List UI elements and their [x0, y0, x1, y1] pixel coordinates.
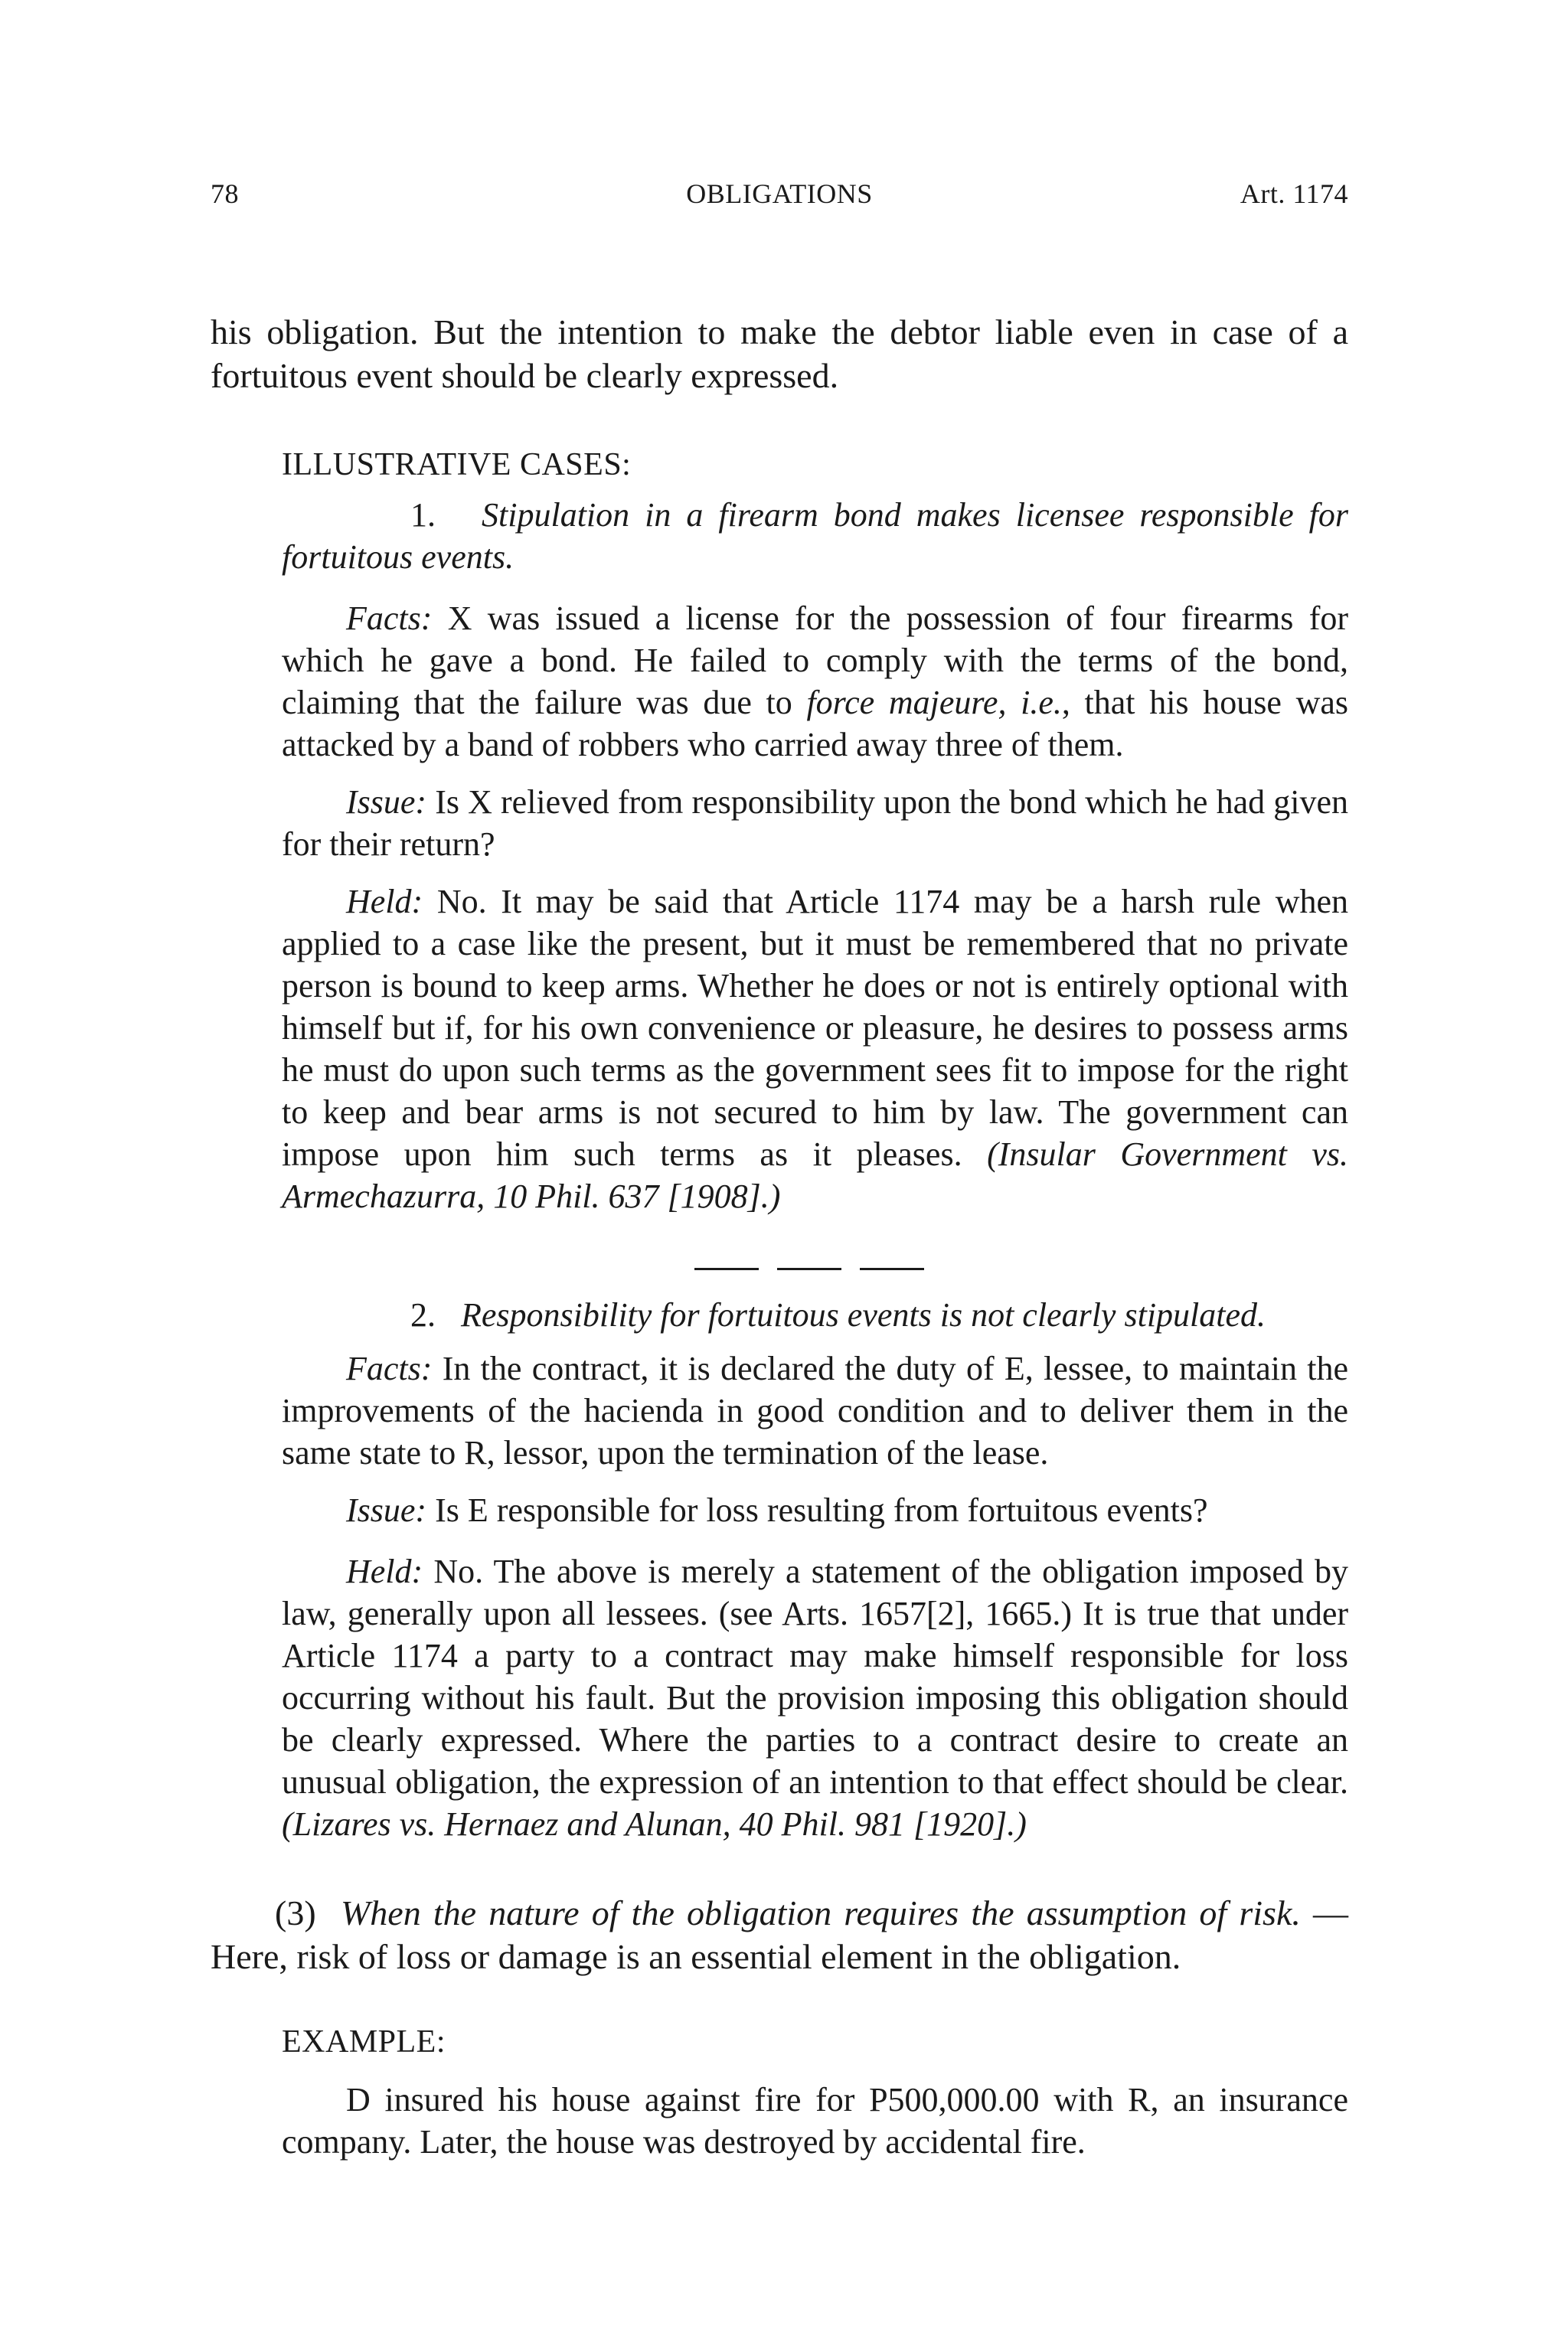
intro-paragraph: his obligation. But the intention to make the debtor liable even in case of a fortuitous event should be clearly expressed. — [211, 312, 1348, 395]
case1-facts — [282, 597, 1348, 766]
case2-number: 2. — [410, 1296, 436, 1334]
case1-citation: (Insular Government vs. Armechazurra, 10 Phil. 637 [1908].) — [282, 1135, 1348, 1215]
case2-issue-text: Is E responsible for loss resulting from fortuitous events? — [426, 1491, 1208, 1529]
case1-held-text: No. It may be said that Article 1174 may be a harsh rule when applied to a case like the present, but it must be remembered that no private person is bound to keep arms. Whether he does or not is entirely optional with himself but if, for his own convenience or pleasure, he desires to possess arms he must do upon such terms as the government sees fit to impose for the right to keep and bear arms is not secured to him by law. The government can impose upon him such terms as it pleases. — [282, 883, 1348, 1173]
page-number: 78 — [211, 178, 239, 209]
separator-dash — [694, 1268, 759, 1270]
case2-issue — [282, 1489, 1348, 1531]
case2-facts-text: In the contract, it is declared the duty of E, lessee, to maintain the improvements of the hacienda in good condition and to deliver them in the same state to R, lessor, upon the termination of the lease. — [282, 1350, 1348, 1472]
case2-title — [282, 1294, 1348, 1336]
case1-held-label: Held: — [346, 883, 423, 920]
case1-facts-label: Facts: — [346, 599, 433, 637]
section3-dash: — — [1300, 1893, 1349, 1932]
case2-facts-label: Facts: — [346, 1350, 433, 1387]
case1-facts-text-a: X was issued a license for the possession of four firearms for which he gave a bond. He failed to comply with the terms of the bond, claiming that the failure was due to — [282, 599, 1348, 721]
example-paragraph: D insured his house against fire for P500,000.00 with R, an insurance company. Later, the house was destroyed by accidental fire. — [282, 2081, 1348, 2161]
case1-title — [282, 494, 1348, 578]
case1-issue — [282, 781, 1348, 865]
section3-text: Here, risk of loss or damage is an essential element in the obligation. — [211, 1937, 1181, 1976]
case2-held-label: Held: — [346, 1553, 423, 1590]
case2-held-text: No. The above is merely a statement of the obligation imposed by law, generally upon all lessees. (see Arts. 1657[2], 1665.) It is true that under Article 1174 a party to a contract may make himself responsible for loss occurring without his fault. But the provision imposing this obligation should be clearly expressed. Where the parties to a contract desire to create an unusual obligation, the expression of an intention to that effect should be clear. — [282, 1553, 1348, 1801]
case2-facts — [282, 1348, 1348, 1474]
section3-paragraph — [211, 1891, 1348, 1978]
case1-facts-italic: force majeure, i.e. — [806, 684, 1062, 721]
illustrative-cases-heading: ILLUSTRATIVE CASES: — [282, 447, 632, 482]
section3-title: When the nature of the obligation requires the assumption of risk. — [340, 1893, 1301, 1932]
case2-held — [282, 1550, 1348, 1845]
section3-number: (3) — [275, 1893, 316, 1932]
case2-citation: (Lizares vs. Hernaez and Alunan, 40 Phil. 981 [1920].) — [282, 1805, 1027, 1843]
separator-dash — [777, 1268, 841, 1270]
chapter-title: OBLIGATIONS — [686, 178, 873, 209]
case1-held — [282, 880, 1348, 1217]
running-head — [211, 178, 1348, 224]
example-heading: EXAMPLE: — [282, 2024, 446, 2060]
case1-issue-text: Is X relieved from responsibility upon the bond which he had given for their return? — [282, 783, 1348, 863]
article-reference: Art. 1174 — [1240, 178, 1348, 209]
case1-facts-text-b: , that his house was attacked by a band of robbers who carried away three of them. — [282, 684, 1348, 763]
case2-title-text: Responsibility for fortuitous events is not clearly stipulated. — [461, 1296, 1266, 1334]
case1-issue-label: Issue: — [346, 783, 427, 821]
case1-title-text: Stipulation in a firearm bond makes licensee responsible for fortuitous events. — [282, 496, 1349, 576]
case1-number: 1. — [410, 496, 436, 534]
section-separator — [694, 1268, 924, 1271]
separator-dash — [860, 1268, 924, 1270]
case2-issue-label: Issue: — [346, 1491, 427, 1529]
